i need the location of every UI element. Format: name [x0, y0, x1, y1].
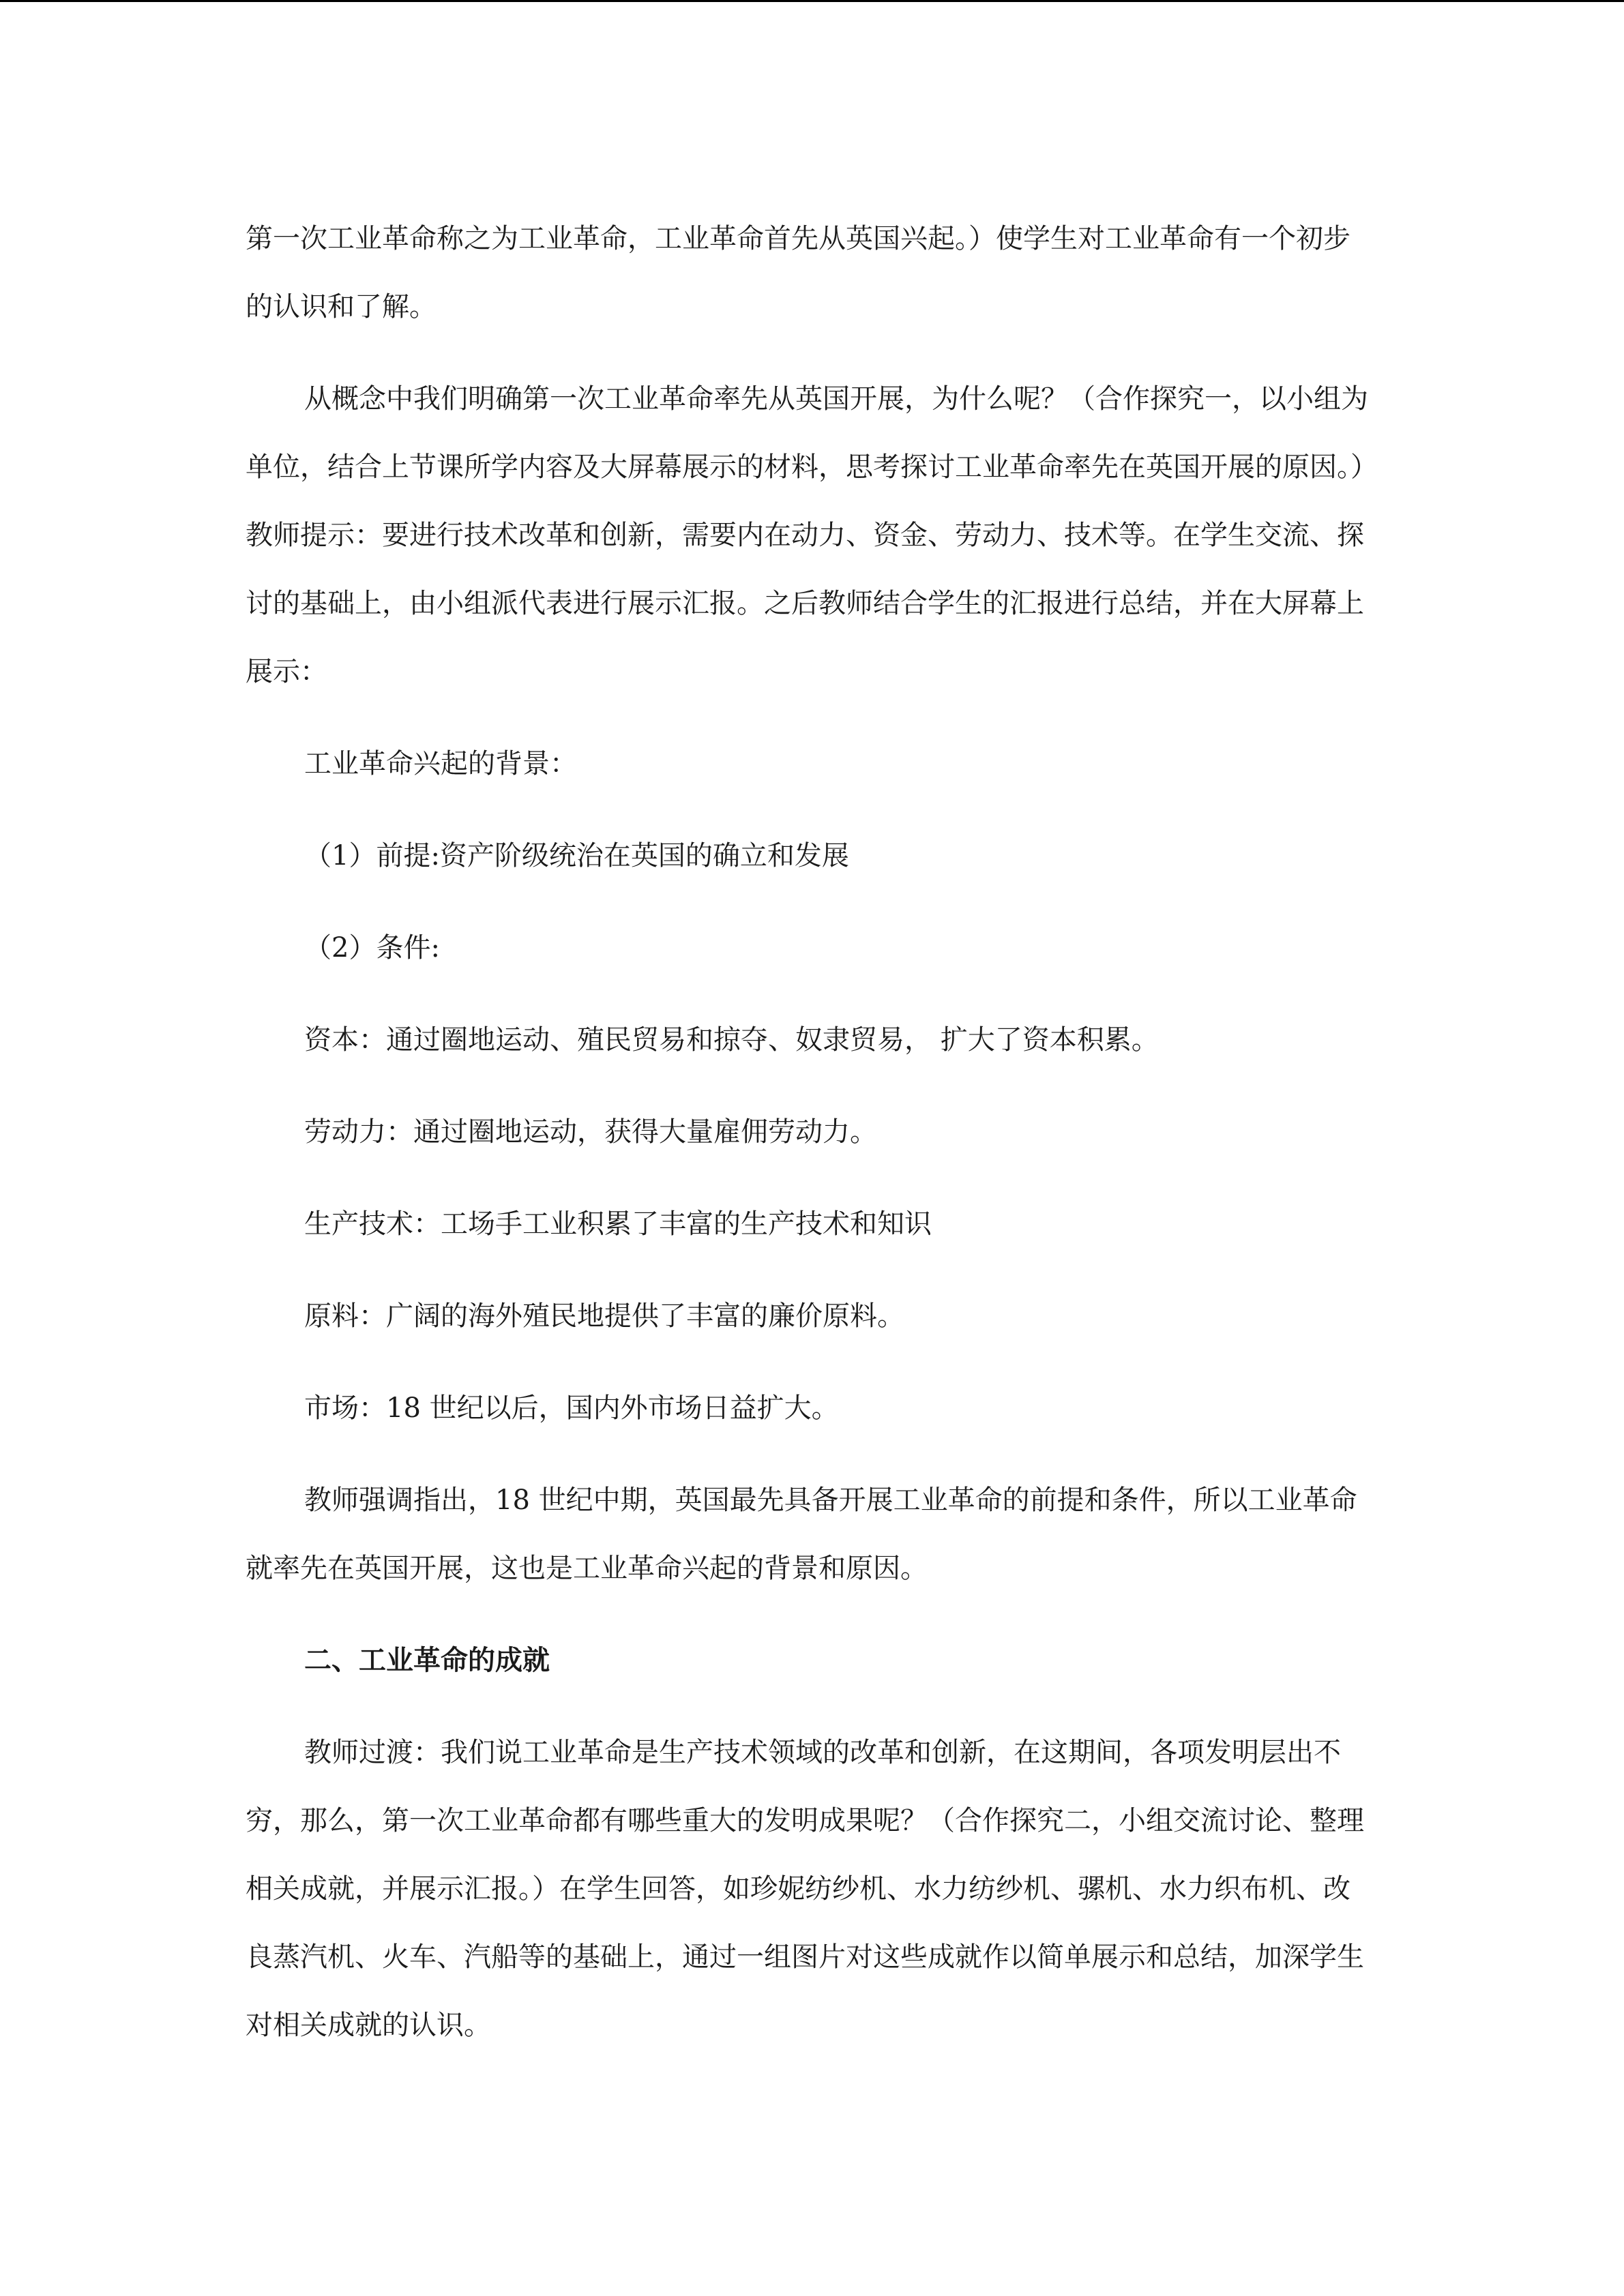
paragraph-conditions: （2）条件:: [304, 932, 440, 964]
document-page: [246, 205, 1371, 2083]
paragraph-labor: 劳动力：通过圈地运动，获得大量雇佣劳动力。: [304, 1116, 877, 1148]
section-heading-achievements: 二、工业革命的成就: [304, 1644, 550, 1676]
paragraph-premise: （1）前提:资产阶级统治在英国的确立和发展: [304, 840, 849, 871]
paragraph-capital: 资本：通过圈地运动、殖民贸易和掠夺、奴隶贸易， 扩大了资本积累。: [304, 1024, 1159, 1056]
paragraph-background-heading: 工业革命兴起的背景：: [304, 748, 577, 779]
paragraph-market: 市场：18 世纪以后，国内外市场日益扩大。: [304, 1392, 839, 1424]
paragraph-raw-materials: 原料：广阔的海外殖民地提供了丰富的廉价原料。: [304, 1300, 904, 1332]
paragraph-intro-conclusion: 第一次工业革命称之为工业革命，工业革命首先从英国兴起。）使学生对工业革命有一个初步的认识和了解。: [246, 223, 1350, 323]
paragraph-teacher-emphasis: 教师强调指出，18 世纪中期，英国最先具备开展工业革命的前提和条件，所以工业革命就率先在英国开展，这也是工业革命兴起的背景和原因。: [246, 1485, 1357, 1584]
paragraph-teacher-transition: 教师过渡：我们说工业革命是生产技术领域的改革和创新，在这期间，各项发明层出不穷，那么，第一次工业革命都有哪些重大的发明成果呢？（合作探究二，小组交流讨论、整理相关成就，并展示汇报。）在学生回答，如珍妮纺纱机、水力纺纱机、骡机、水力织布机、改良蒸汽机、火车、汽船等的基础上，通过一组图片对这些成就作以简单展示和总结，加深学生对相关成就的认识。: [246, 1737, 1364, 2041]
paragraph-technology: 生产技术：工场手工业积累了丰富的生产技术和知识: [304, 1208, 932, 1240]
paragraph-cooperative-inquiry-one: 从概念中我们明确第一次工业革命率先从英国开展，为什么呢？（合作探究一，以小组为单位，结合上节课所学内容及大屏幕展示的材料，思考探讨工业革命率先在英国开展的原因。）教师提示：要进行技术改革和创新，需要内在动力、资金、劳动力、技术等。在学生交流、探讨的基础上，由小组派代表进行展示汇报。之后教师结合学生的汇报进行总结，并在大屏幕上展示：: [246, 383, 1368, 687]
page-top-border: [0, 0, 1624, 2]
